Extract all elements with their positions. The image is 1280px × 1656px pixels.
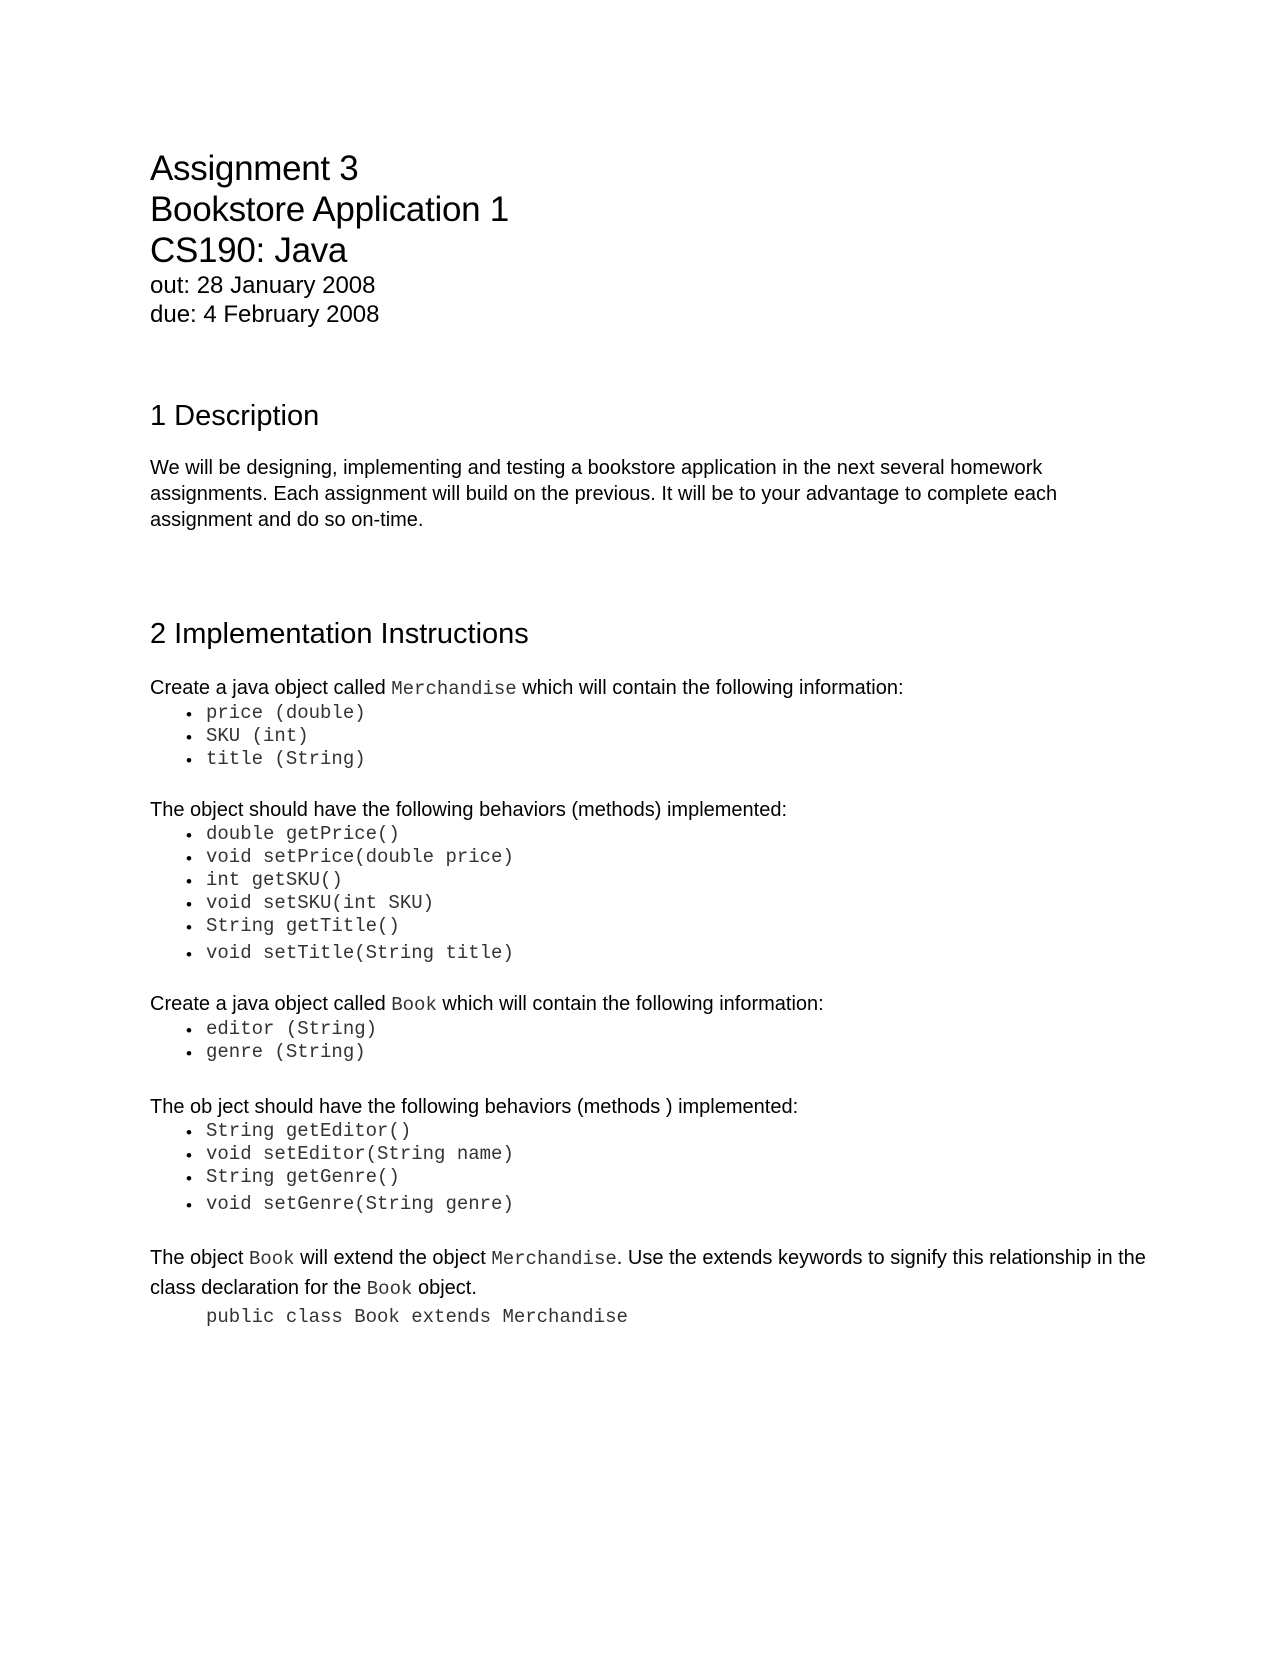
list-item: • void setTitle(String title) xyxy=(186,942,1150,965)
book-class-name: Book xyxy=(248,1248,295,1270)
code-example: public class Book extends Merchandise xyxy=(206,1306,628,1328)
book-intro: Create a java object called Book which will contain the following information: xyxy=(150,993,824,1016)
list-item: • void setSKU(int SKU) xyxy=(186,892,1150,915)
project-title: Bookstore Application 1 xyxy=(150,190,509,229)
merchandise-class-name: Merchandise xyxy=(491,1248,617,1270)
book-fields-list xyxy=(150,1018,1150,1064)
list-item: • price (double) xyxy=(186,702,1150,725)
book-class-name: Book xyxy=(366,1278,413,1300)
list-item: • SKU (int) xyxy=(186,725,1150,748)
list-item: • String getGenre() xyxy=(186,1166,1150,1189)
merchandise-class-name: Merchandise xyxy=(391,678,517,700)
merchandise-methods-list xyxy=(150,823,1150,965)
due-date: due: 4 February 2008 xyxy=(150,301,380,328)
list-item: • String getEditor() xyxy=(186,1120,1150,1143)
document-header xyxy=(150,148,1150,329)
description-paragraph: We will be designing, implementing and testing a bookstore application in the next several homework assignments. Each assignment will build on the previous. It will be to your advantage to complete each assignment and do so on-time. xyxy=(150,457,1058,531)
out-date: out: 28 January 2008 xyxy=(150,272,376,299)
extends-paragraph: The object Book will extend the object Merchandise. Use the extends keywords to signify this relationship in the class declaration for the Book object. xyxy=(150,1247,1146,1300)
assignment-title: Assignment 3 xyxy=(150,149,359,188)
list-item: • title (String) xyxy=(186,748,1150,771)
section-implementation-heading: 2 Implementation Instructions xyxy=(150,618,529,650)
book-methods-intro: The ob ject should have the following behaviors (methods ) implemented: xyxy=(150,1096,799,1118)
list-item: • void setEditor(String name) xyxy=(186,1143,1150,1166)
section-description-heading: 1 Description xyxy=(150,400,320,432)
list-item: • int getSKU() xyxy=(186,869,1150,892)
course-title: CS190: Java xyxy=(150,231,348,270)
merchandise-fields-list xyxy=(150,702,1150,771)
list-item: • editor (String) xyxy=(186,1018,1150,1041)
list-item: • String getTitle() xyxy=(186,915,1150,938)
merchandise-methods-intro: The object should have the following behaviors (methods) implemented: xyxy=(150,799,788,821)
book-methods-list xyxy=(150,1120,1150,1216)
list-item: • genre (String) xyxy=(186,1041,1150,1064)
document-page xyxy=(150,148,1150,1330)
merchandise-intro: Create a java object called Merchandise which will contain the following information: xyxy=(150,677,904,700)
list-item: • void setGenre(String genre) xyxy=(186,1193,1150,1216)
book-class-name: Book xyxy=(391,994,437,1016)
list-item: • void setPrice(double price) xyxy=(186,846,1150,869)
list-item: • double getPrice() xyxy=(186,823,1150,846)
